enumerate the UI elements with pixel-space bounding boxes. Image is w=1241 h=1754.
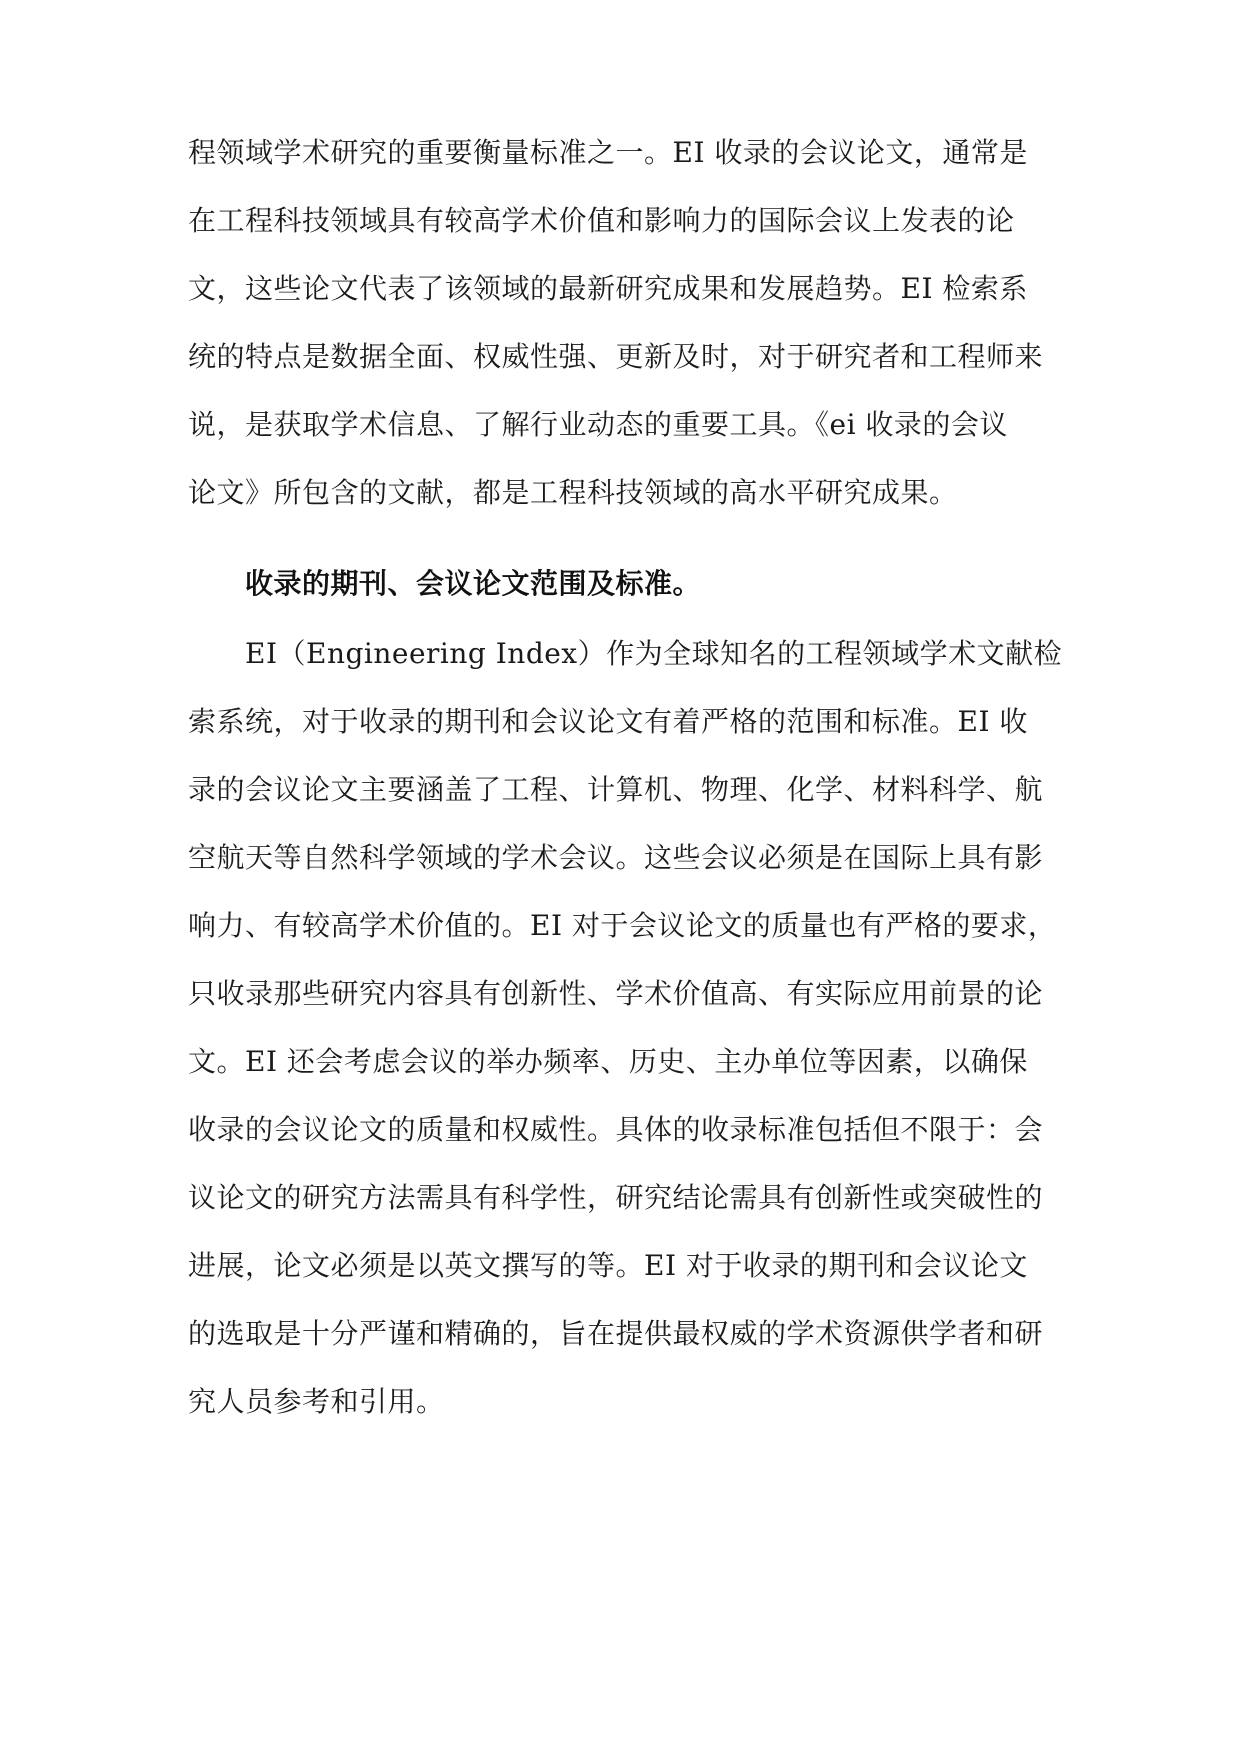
paragraph-line: 在工程科技领域具有较高学术价值和影响力的国际会议上发表的论 — [188, 204, 1015, 237]
paragraph-line: 只收录那些研究内容具有创新性、学术价值高、有实际应用前景的论 — [188, 977, 1044, 1010]
paragraph-line: 文。EI 还会考虑会议的举办频率、历史、主办单位等因素，以确保 — [188, 1045, 1028, 1078]
paragraph-line: 进展，论文必须是以英文撰写的等。EI 对于收录的期刊和会议论文 — [188, 1249, 1028, 1282]
paragraph-line: 统的特点是数据全面、权威性强、更新及时，对于研究者和工程师来 — [188, 340, 1044, 373]
paragraph-line: 空航天等自然科学领域的学术会议。这些会议必须是在国际上具有影 — [188, 841, 1044, 874]
paragraph-line: 程领域学术研究的重要衡量标准之一。EI 收录的会议论文，通常是 — [188, 136, 1028, 169]
section-heading: 收录的期刊、会议论文范围及标准。 — [245, 567, 702, 600]
paragraph-line: 说，是获取学术信息、了解行业动态的重要工具。《ei 收录的会议 — [188, 408, 1008, 441]
paragraph-line: 究人员参考和引用。 — [188, 1385, 445, 1418]
paragraph-line: 论文》所包含的文献，都是工程科技领域的高水平研究成果。 — [188, 476, 958, 509]
paragraph-line: 议论文的研究方法需具有科学性，研究结论需具有创新性或突破性的 — [188, 1181, 1044, 1214]
paragraph-line: 录的会议论文主要涵盖了工程、计算机、物理、化学、材料科学、航 — [188, 773, 1044, 806]
paragraph-line: EI（Engineering Index）作为全球知名的工程领域学术文献检 — [245, 637, 1063, 670]
paragraph-line: 文，这些论文代表了该领域的最新研究成果和发展趋势。EI 检索系 — [188, 272, 1028, 305]
paragraph-line: 的选取是十分严谨和精确的，旨在提供最权威的学术资源供学者和研 — [188, 1317, 1044, 1350]
paragraph-line: 收录的会议论文的质量和权威性。具体的收录标准包括但不限于：会 — [188, 1113, 1044, 1146]
paragraph-line: 索系统，对于收录的期刊和会议论文有着严格的范围和标准。EI 收 — [188, 705, 1028, 738]
paragraph-line: 响力、有较高学术价值的。EI 对于会议论文的质量也有严格的要求， — [188, 909, 1057, 942]
